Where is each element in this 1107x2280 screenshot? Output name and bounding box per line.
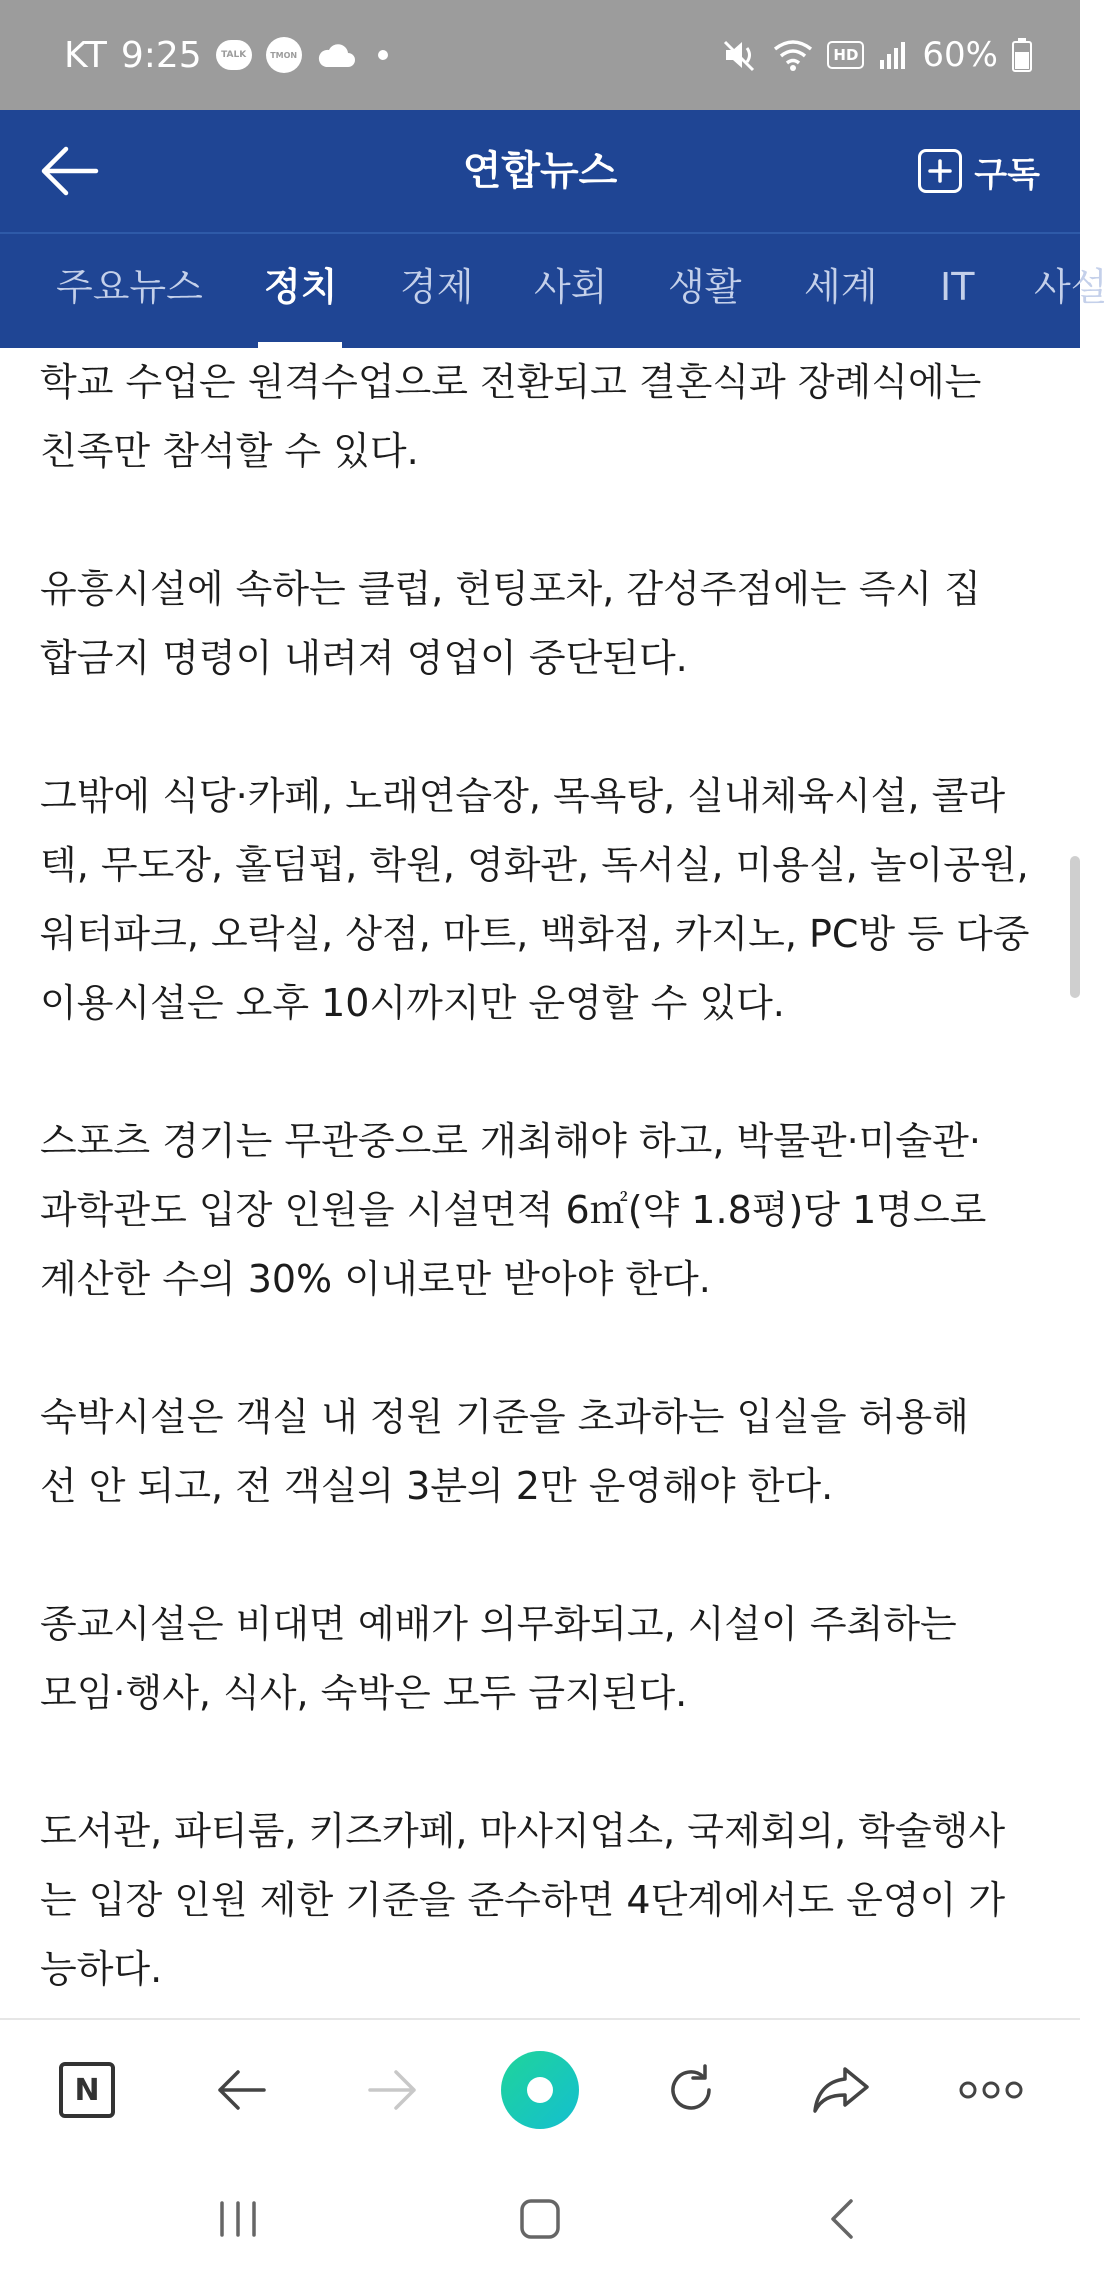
green-dot-button[interactable] <box>485 2020 595 2160</box>
tab-society[interactable]: 사회 <box>534 265 608 309</box>
naver-home-button[interactable] <box>32 2020 142 2160</box>
cloud-icon <box>316 41 356 69</box>
subscribe-button[interactable] <box>918 142 1040 200</box>
mute-icon <box>723 38 759 72</box>
n-icon: N <box>59 2062 115 2118</box>
app-header <box>0 110 1080 234</box>
article-paragraph: 숙박시설은 객실 내 정원 기준을 초과하는 입실을 허용해 선 안 되고, 전 객실의 3분의 2만 운영해야 한다. <box>40 1395 969 1508</box>
article-paragraph: 스포츠 경기는 무관중으로 개최해야 하고, 박물관·미술관· 과학관도 입장 인원을 시설면적 6㎡(약 1.8평)당 1명으로 계산한 수의 30% 이내로만 받아야 한다. <box>40 1119 987 1301</box>
recent-apps-icon <box>216 2199 260 2239</box>
chevron-left-icon <box>827 2197 857 2241</box>
notification-dot-icon <box>378 50 388 60</box>
kakaotalk-icon: TALK <box>216 40 252 70</box>
home-icon <box>518 2197 562 2241</box>
forward-arrow-icon <box>366 2068 420 2112</box>
hd-voice-icon: HD <box>827 41 864 69</box>
wifi-icon <box>773 39 813 71</box>
tab-main-news[interactable]: 주요뉴스 <box>56 265 203 309</box>
battery-percent: 60% <box>922 35 998 75</box>
more-button[interactable] <box>936 2020 1046 2160</box>
category-tabs <box>0 234 1107 348</box>
back-button[interactable] <box>36 138 102 204</box>
home-button[interactable] <box>480 2158 600 2280</box>
battery-icon <box>1012 38 1032 72</box>
refresh-button[interactable] <box>636 2020 746 2160</box>
tab-editorial[interactable]: 사설 <box>1034 265 1107 309</box>
browser-toolbar <box>0 2018 1080 2160</box>
article-paragraph: 종교시설은 비대면 예배가 의무화되고, 시설이 주최하는 모임·행사, 식사, 숙박은 모두 금지된다. <box>40 1602 957 1715</box>
status-bar <box>0 0 1080 110</box>
back-arrow-icon <box>36 138 102 204</box>
tab-world[interactable]: 세계 <box>804 265 878 309</box>
more-icon <box>958 2080 1024 2100</box>
tmon-icon: TMON <box>266 37 302 73</box>
page-title: 연합뉴스 <box>462 148 618 194</box>
system-navigation-bar <box>0 2158 1080 2280</box>
clock: 9:25 <box>120 34 202 76</box>
carrier-label: KT <box>64 34 107 76</box>
article-paragraph: 학교 수업은 원격수업으로 전환되고 결혼식과 장례식에는 친족만 참석할 수 있다. <box>40 360 982 473</box>
subscribe-label: 구독 <box>974 154 1040 195</box>
status-bar-left <box>64 0 388 110</box>
share-icon <box>811 2065 871 2115</box>
tab-life[interactable]: 생활 <box>668 265 742 309</box>
plus-icon <box>918 149 962 193</box>
refresh-icon <box>663 2062 719 2118</box>
article-paragraph: 유흥시설에 속하는 클럽, 헌팅포차, 감성주점에는 즉시 집 합금지 명령이 내려져 영업이 중단된다. <box>40 567 981 680</box>
green-dot-icon <box>501 2051 579 2129</box>
article-paragraph: 그밖에 식당·카페, 노래연습장, 목욕탕, 실내체육시설, 콜라 텍, 무도장, 홀덤펍, 학원, 영화관, 독서실, 미용실, 놀이공원, 워터파크, 오락실, 상점, 마트, 백화점, 카지노, PC방 등 다중 이용시설은 오후 10시까지만 운영할 수 있다. <box>40 774 1030 1025</box>
article-body <box>40 348 1050 2018</box>
share-button[interactable] <box>786 2020 896 2160</box>
tab-economy[interactable]: 경제 <box>400 265 474 309</box>
back-arrow-icon <box>214 2068 268 2112</box>
tab-it[interactable]: IT <box>940 265 975 309</box>
article-paragraph: 도서관, 파티룸, 키즈카페, 마사지업소, 국제회의, 학술행사 는 입장 인원 제한 기준을 준수하면 4단계에서도 운영이 가 능하다. <box>40 1809 1006 1991</box>
system-back-button[interactable] <box>782 2158 902 2280</box>
signal-icon <box>878 40 908 70</box>
status-bar-right <box>723 0 1032 110</box>
browser-forward-button[interactable] <box>338 2020 448 2160</box>
browser-back-button[interactable] <box>186 2020 296 2160</box>
recent-apps-button[interactable] <box>178 2158 298 2280</box>
scrollbar[interactable] <box>1070 856 1080 998</box>
tab-politics[interactable]: 정치 <box>264 265 338 309</box>
